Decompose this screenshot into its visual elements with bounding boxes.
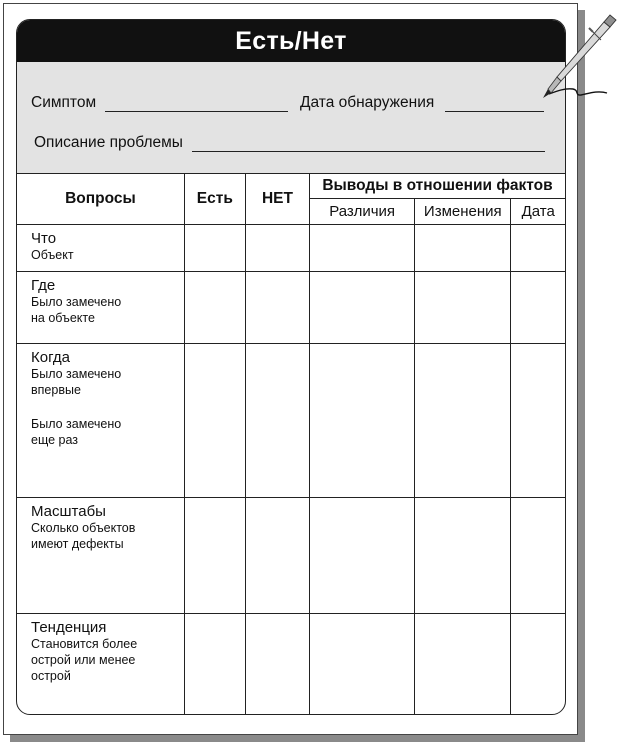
question-when <box>17 343 184 497</box>
date-cell[interactable] <box>511 224 565 271</box>
question-title: Тенденция <box>31 618 107 636</box>
date-cell[interactable] <box>511 613 565 714</box>
question-detail: на объекте <box>31 310 95 325</box>
differences-cell[interactable] <box>310 224 415 271</box>
question-detail: Объект <box>31 247 74 262</box>
date-found-field[interactable] <box>445 111 544 112</box>
symptom-label: Симптом <box>31 94 97 111</box>
question-detail: Становится более <box>31 636 138 651</box>
no-cell[interactable] <box>245 343 309 497</box>
spacer <box>31 398 184 416</box>
question-detail: Было замечено <box>31 416 122 431</box>
form-title: Есть/Нет <box>17 20 565 62</box>
question-trend <box>17 613 184 714</box>
header-questions: Вопросы <box>17 174 184 224</box>
no-cell[interactable] <box>245 224 309 271</box>
header-no: НЕТ <box>245 174 309 224</box>
question-detail: острой или менее <box>31 652 136 667</box>
changes-cell[interactable] <box>415 613 511 714</box>
changes-cell[interactable] <box>415 271 511 343</box>
header-differences: Различия <box>310 198 415 224</box>
question-title: Что <box>31 229 57 247</box>
question-detail: Сколько объектов <box>31 520 136 535</box>
date-cell[interactable] <box>511 497 565 613</box>
header-yes: Есть <box>184 174 245 224</box>
question-title: Когда <box>31 348 70 366</box>
table-row <box>17 224 565 271</box>
table-row <box>17 343 565 497</box>
question-detail: острой <box>31 668 71 683</box>
changes-cell[interactable] <box>415 497 511 613</box>
question-detail: еще раз <box>31 432 79 447</box>
no-cell[interactable] <box>245 497 309 613</box>
pen-icon <box>535 10 625 115</box>
header-date: Дата <box>511 198 565 224</box>
yes-cell[interactable] <box>184 343 245 497</box>
date-cell[interactable] <box>511 343 565 497</box>
question-what <box>17 224 184 271</box>
differences-cell[interactable] <box>310 271 415 343</box>
question-detail: имеют дефекты <box>31 536 124 551</box>
problem-description-field[interactable] <box>192 151 545 152</box>
table-row <box>17 271 565 343</box>
changes-cell[interactable] <box>415 224 511 271</box>
question-detail: Было замечено <box>31 294 122 309</box>
differences-cell[interactable] <box>310 613 415 714</box>
changes-cell[interactable] <box>415 343 511 497</box>
date-cell[interactable] <box>511 271 565 343</box>
question-detail: впервые <box>31 382 81 397</box>
header-changes: Изменения <box>415 198 511 224</box>
problem-description-label: Описание проблемы <box>34 134 183 151</box>
table-row <box>17 497 565 613</box>
header-conclusions: Выводы в отношении фактов <box>310 174 565 198</box>
yes-cell[interactable] <box>184 224 245 271</box>
differences-cell[interactable] <box>310 343 415 497</box>
symptom-field[interactable] <box>105 111 288 112</box>
question-scale <box>17 497 184 613</box>
form-header-fields <box>17 62 565 174</box>
yes-cell[interactable] <box>184 497 245 613</box>
table-row <box>17 613 565 714</box>
yes-cell[interactable] <box>184 271 245 343</box>
question-detail: Было замечено <box>31 366 122 381</box>
differences-cell[interactable] <box>310 497 415 613</box>
is-is-not-form <box>16 19 566 715</box>
date-found-label: Дата обнаружения <box>300 94 435 111</box>
facts-table <box>17 174 565 714</box>
yes-cell[interactable] <box>184 613 245 714</box>
no-cell[interactable] <box>245 271 309 343</box>
question-where <box>17 271 184 343</box>
question-title: Масштабы <box>31 502 106 520</box>
no-cell[interactable] <box>245 613 309 714</box>
question-title: Где <box>31 276 56 294</box>
